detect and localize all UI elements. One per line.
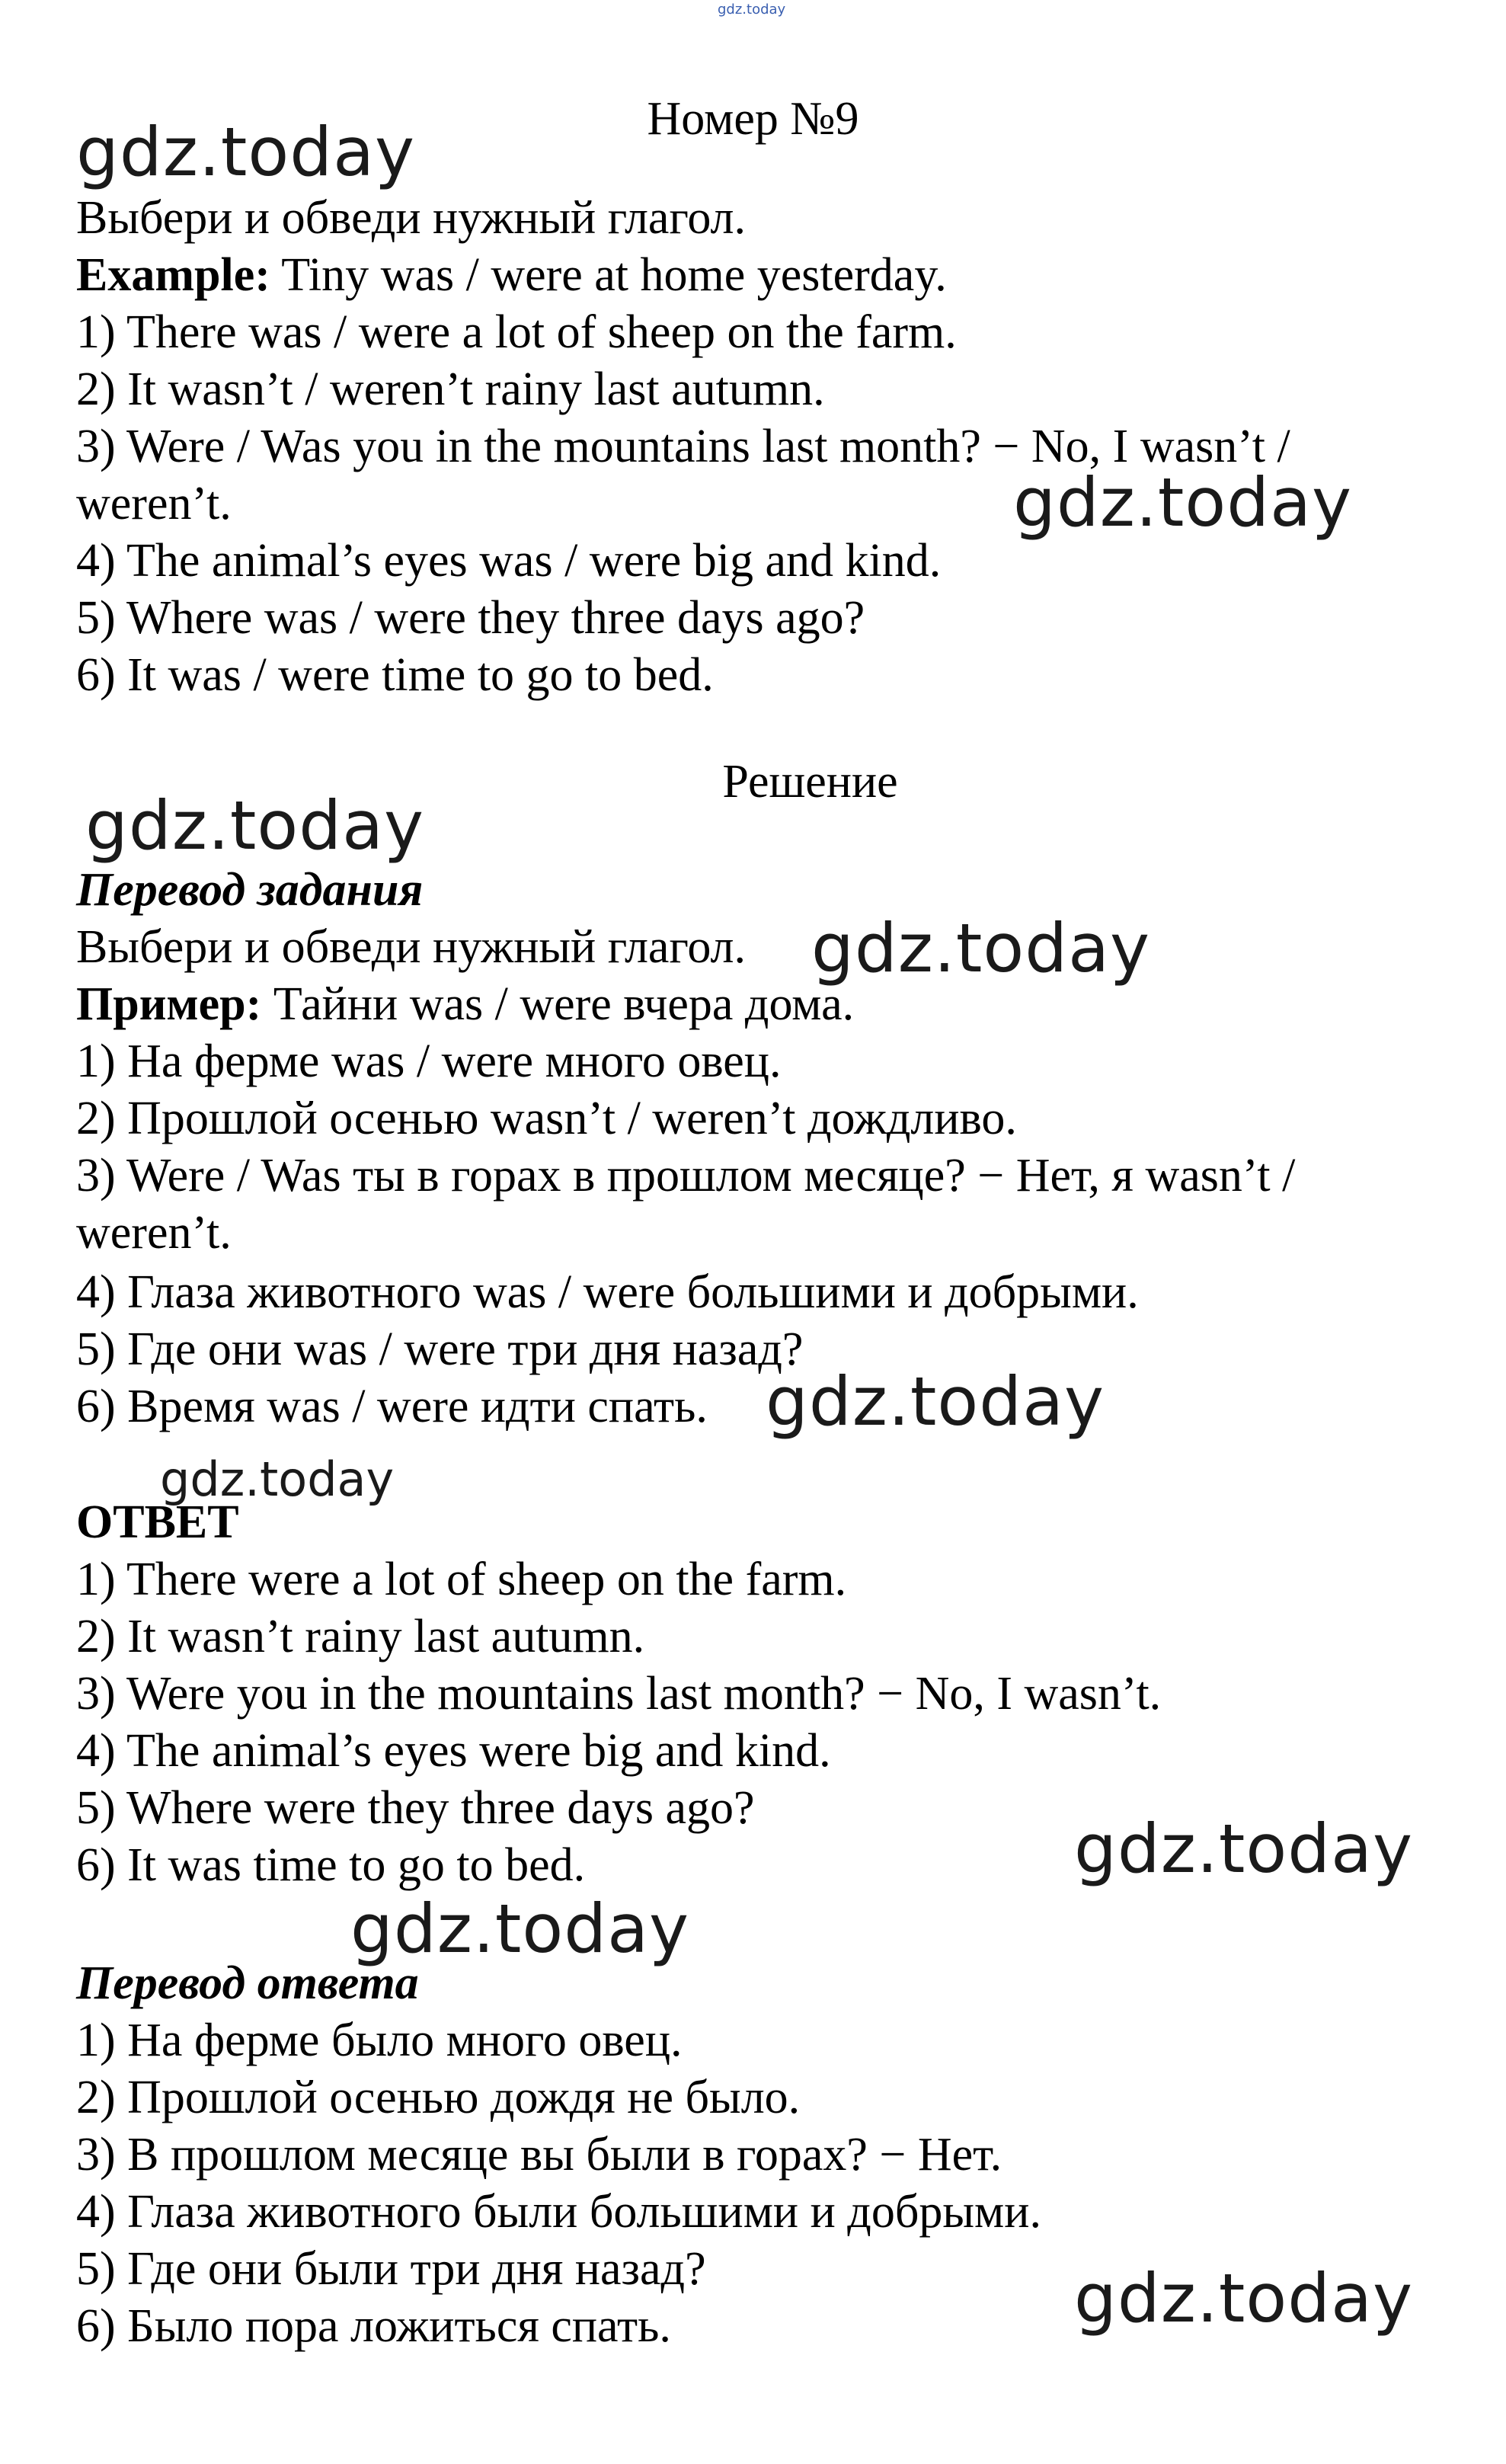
answer-translation-heading: Перевод ответа (76, 1957, 419, 2009)
task-item: 1) There was / were a lot of sheep on the farm. (76, 306, 957, 358)
answer-translation-item: 6) Было пора ложиться спать. (76, 2300, 671, 2352)
solution-title: Решение (722, 756, 898, 808)
answer-translation-item: 1) На ферме было много овец. (76, 2014, 683, 2066)
task-example (76, 246, 947, 304)
answer-item: 3) Were you in the mountains last month? − No, I wasn’t. (76, 1668, 1162, 1720)
solution-instruction: Выбери и обведи нужный глагол. (76, 921, 746, 973)
solution-example-text: Тайни was / were вчера дома. (261, 978, 855, 1030)
task-item: weren’t. (76, 478, 232, 530)
answer-item: 5) Where were they three days ago? (76, 1782, 755, 1834)
answer-heading: ОТВЕТ (76, 1496, 239, 1548)
solution-example (76, 975, 854, 1033)
watermark: gdz.today (811, 909, 1151, 987)
solution-example-label: Пример: (76, 978, 262, 1030)
watermark: gdz.today (766, 1362, 1105, 1441)
answer-item: 4) The animal’s eyes were big and kind. (76, 1725, 831, 1777)
solution-item: weren’t. (76, 1207, 232, 1259)
answer-translation-item: 3) В прошлом месяце вы были в горах? − Нет. (76, 2129, 1002, 2181)
task-item: 2) It wasn’t / weren’t rainy last autumn. (76, 363, 825, 415)
task-title: Номер №9 (647, 93, 859, 145)
example-label: Example: (76, 249, 270, 301)
answer-item: 2) It wasn’t rainy last autumn. (76, 1611, 645, 1662)
answer-item: 1) There were a lot of sheep on the farm. (76, 1554, 847, 1605)
task-item: 3) Were / Was you in the mountains last month? − No, I wasn’t / (76, 421, 1290, 472)
solution-item: 1) На ферме was / were много овец. (76, 1035, 782, 1087)
answer-translation-item: 2) Прошлой осенью дождя не было. (76, 2072, 801, 2123)
watermark: gdz.today (1074, 2259, 1414, 2338)
solution-item: 3) Were / Was ты в горах в прошлом месяце? − Нет, я wasn’t / (76, 1150, 1296, 1202)
solution-item: 2) Прошлой осенью wasn’t / weren’t дождливо. (76, 1093, 1017, 1144)
watermark: gdz.today (350, 1890, 690, 1968)
watermark-top: gdz.today (718, 2, 786, 18)
watermark: gdz.today (1013, 463, 1353, 542)
answer-translation-item: 4) Глаза животного были большими и добрыми. (76, 2186, 1041, 2238)
task-instruction: Выбери и обведи нужный глагол. (76, 192, 746, 244)
watermark: gdz.today (85, 786, 425, 865)
solution-item: 6) Время was / were идти спать. (76, 1381, 708, 1432)
watermark: gdz.today (76, 113, 416, 191)
translation-heading: Перевод задания (76, 864, 424, 916)
answer-translation-item: 5) Где они были три дня назад? (76, 2243, 706, 2295)
watermark: gdz.today (1074, 1810, 1414, 1888)
watermark: gdz.today (160, 1451, 395, 1507)
solution-item: 4) Глаза животного was / were большими и добрыми. (76, 1266, 1139, 1318)
task-item: 5) Where was / were they three days ago? (76, 592, 865, 644)
example-text: Tiny was / were at home yesterday. (270, 249, 947, 301)
task-item: 4) The animal’s eyes was / were big and kind. (76, 535, 942, 587)
solution-item: 5) Где они was / were три дня назад? (76, 1323, 804, 1375)
task-item: 6) It was / were time to go to bed. (76, 649, 714, 701)
answer-item: 6) It was time to go to bed. (76, 1839, 586, 1891)
